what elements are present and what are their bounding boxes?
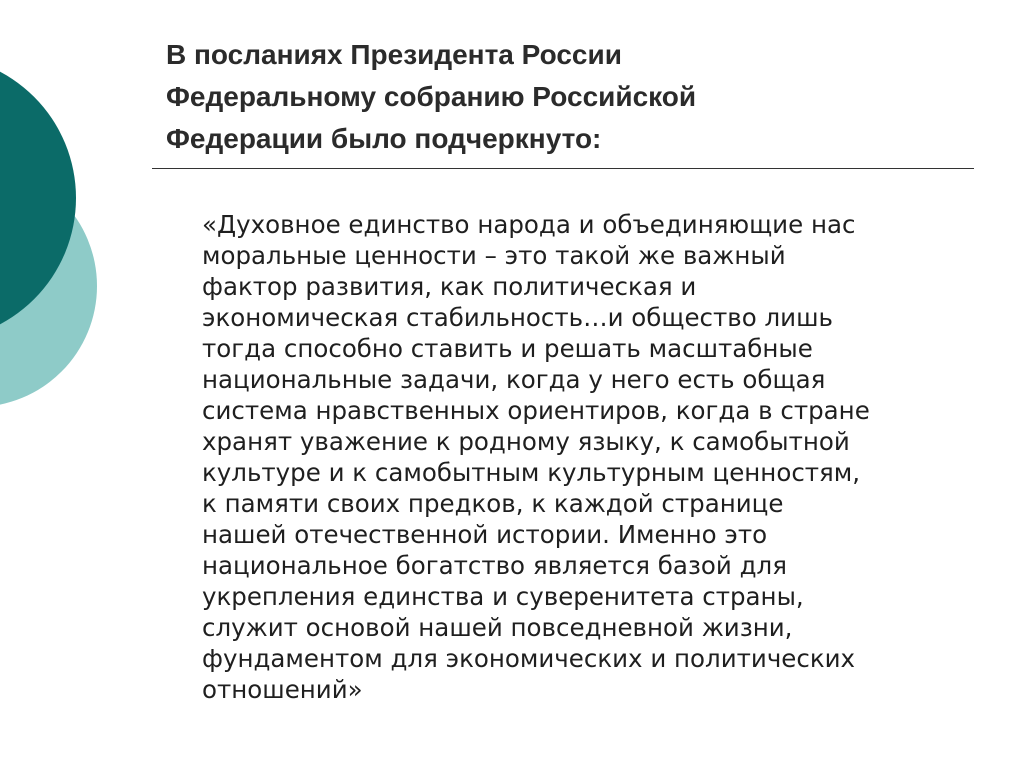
quote-line: укрепления единства и суверенитета страны, [202,582,804,611]
quote-line: нашей отечественной истории. Именно это [202,520,768,549]
title-divider [152,168,974,169]
quote-line: фундаментом для экономических и политических [202,644,856,673]
quote-line: «Духовное единство народа и объединяющие нас [202,210,856,239]
quote-line: отношений» [202,675,363,704]
title-line: В посланиях Президента России [166,39,622,70]
quote-line: хранят уважение к родному языку, к самобытной [202,427,850,456]
quote-line: культуре и к самобытным культурным ценностям, [202,458,861,487]
quote-line: национальное богатство является базой для [202,551,787,580]
quote-line: к памяти своих предков, к каждой странице [202,489,784,518]
title-line: Федерации было подчеркнуто: [166,123,602,154]
quote-line: национальные задачи, когда у него есть общая [202,365,826,394]
quote-text [202,209,992,705]
quote-line: моральные ценности – это такой же важный [202,241,786,270]
slide-title [166,34,886,160]
quote-line: служит основой нашей повседневной жизни, [202,613,793,642]
title-line: Федеральному собранию Российской [166,81,697,112]
quote-line: экономическая стабильность…и общество лишь [202,303,833,332]
quote-line: система нравственных ориентиров, когда в стране [202,396,870,425]
quote-line: тогда способно ставить и решать масштабные [202,334,813,363]
quote-line: фактор развития, как политическая и [202,272,697,301]
